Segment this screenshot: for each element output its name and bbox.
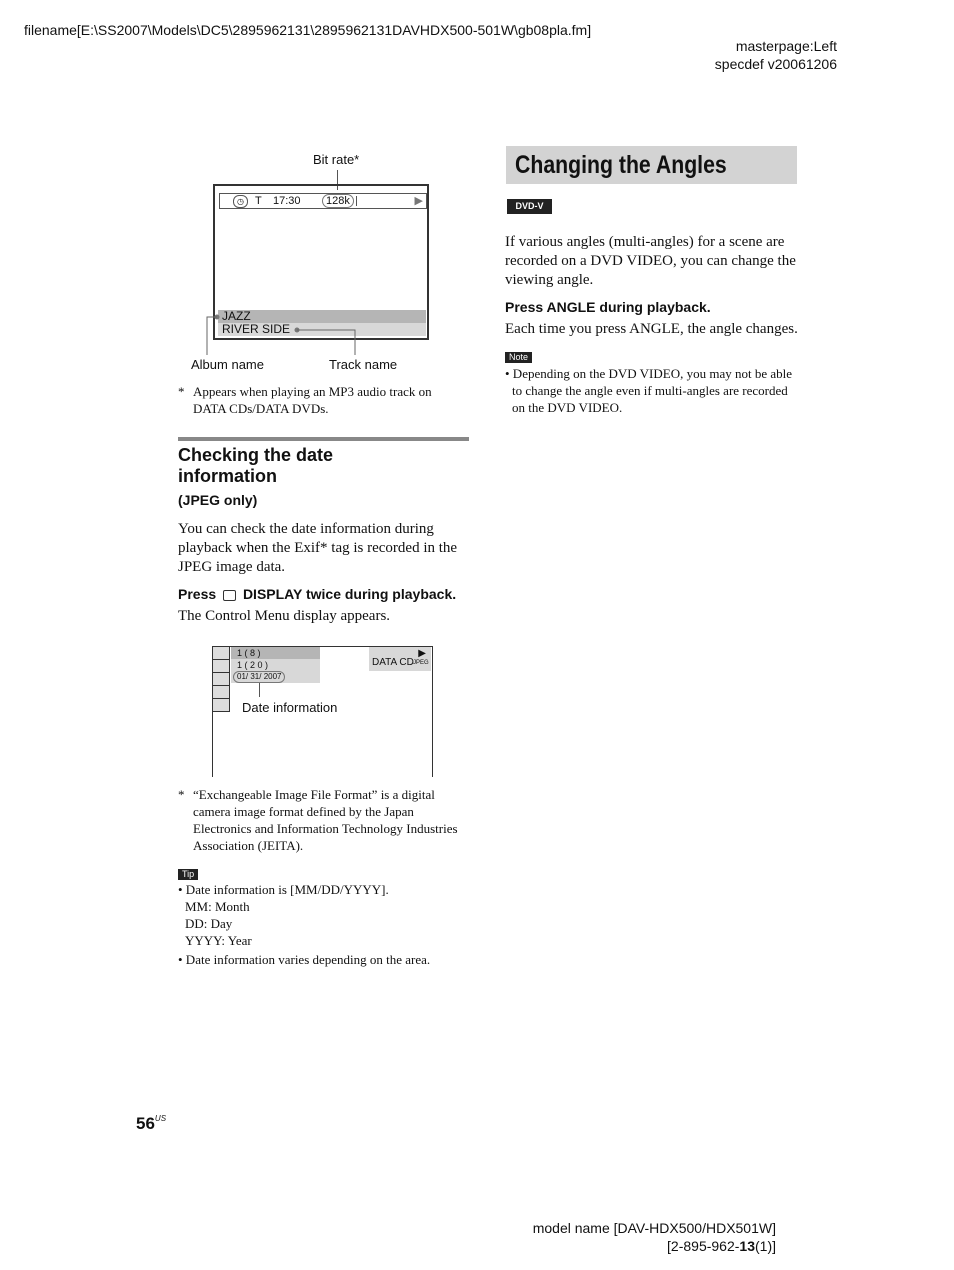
angles-title-bar [506,146,797,184]
note-text: • Depending on the DVD VIDEO, you may not be able to change the angle even if multi-angles are recorded on the DVD VIDEO. [505,366,793,415]
menu-icon-column [213,647,230,707]
angles-title: Changing the Angles [515,151,727,179]
press-suffix: DISPLAY twice during playback. [242,586,457,602]
section-title-line2: information [178,466,277,486]
menu-icon-slot [213,647,230,660]
status-t: T [255,195,262,207]
date-value: 01/ 31/ 2007 [233,671,285,683]
menu-row-1: 1 ( 8 ) [231,647,320,659]
header-specdef: specdef v20061206 [714,56,837,72]
album-name-label: Album name [191,357,264,372]
footnote1-star: * [178,384,185,399]
tip-item-2: • Date information varies depending on the area. [178,952,431,967]
angles-result: Each time you press ANGLE, the angle changes. [505,321,798,337]
press-prefix: Press [178,586,217,602]
menu-icon-slot [213,686,230,699]
header-masterpage: masterpage:Left [735,38,837,54]
date-information-label: Date information [242,700,338,715]
page-number [136,1114,166,1134]
disc-subtype: JPEG [413,660,429,666]
dvd-video-badge: DVD-V [507,199,552,214]
status-divider [356,196,357,206]
header-filename: filename[E:\SS2007\Models\DC5\2895962131\2895962131DAVHDX500-501W\gb08pla.fm] [24,22,592,38]
album-text: JAZZ [222,309,251,323]
track-callout-line [297,330,355,355]
tip-item-1: • Date information is [MM/DD/YYYY]. [178,882,389,897]
play-icon: ▶ [414,195,423,207]
track-name-label: Track name [329,357,398,372]
status-bar [219,193,427,209]
page-number-suffix: US [154,1114,167,1123]
tip-dd: DD: Day [185,916,233,931]
footnote1-text: Appears when playing an MP3 audio track on DATA CDs/DATA DVDs. [193,384,432,416]
footer-code [667,1236,776,1256]
album-callout-line [207,317,217,355]
control-menu-screen [212,646,433,777]
menu-icon-slot [213,673,230,686]
display-button-icon [223,590,236,601]
footnote2-star: * [178,787,185,802]
footnote2-text: “Exchangeable Image File Format” is a digital camera image format defined by the Japan Electronics and Information Technology Industries Association (JEITA). [193,787,458,853]
play-icon: ▶ [418,648,426,659]
section-title-line1: Checking the date [178,445,334,465]
page-number-value: 56 [136,1114,155,1133]
menu-icon-slot [213,699,230,712]
footer-code-prefix: [2-895-962- [667,1238,740,1254]
control-menu-result: The Control Menu display appears. [178,608,391,624]
bitrate-callout-label: Bit rate* [313,152,360,167]
date-callout-line [259,683,260,697]
tip-mm: MM: Month [185,899,250,914]
date-paragraph: You can check the date information during playback when the Exif* tag is recorded in the JPEG image data. [178,521,458,575]
angles-press-instruction: Press ANGLE during playback. [505,299,711,315]
track-text: RIVER SIDE [222,322,291,336]
angles-paragraph: If various angles (multi-angles) for a scene are recorded on a DVD VIDEO, you can change the viewing angle. [505,234,796,288]
menu-row-3 [231,671,320,683]
tip-badge: Tip [178,869,198,880]
clock-icon: ◷ [233,195,248,208]
footer-code-suffix: (1)] [755,1238,776,1254]
tip-yyyy: YYYY: Year [185,933,252,948]
footer-model: model name [DAV-HDX500/HDX501W] [532,1220,776,1236]
section-rule [178,437,469,441]
footer-code-bold: 13 [739,1238,755,1254]
status-bitrate: 128k [322,194,354,208]
disc-info-box [369,647,431,671]
callout-lines [180,300,420,360]
menu-row-2: 1 ( 2 0 ) [231,659,320,671]
status-time: 17:30 [273,195,301,207]
note-badge: Note [505,352,532,363]
press-display-instruction [178,586,456,602]
disc-type: DATA CD [372,657,414,668]
section-title-date [178,445,333,487]
menu-icon-slot [213,660,230,673]
section-subtitle: (JPEG only) [178,492,258,508]
